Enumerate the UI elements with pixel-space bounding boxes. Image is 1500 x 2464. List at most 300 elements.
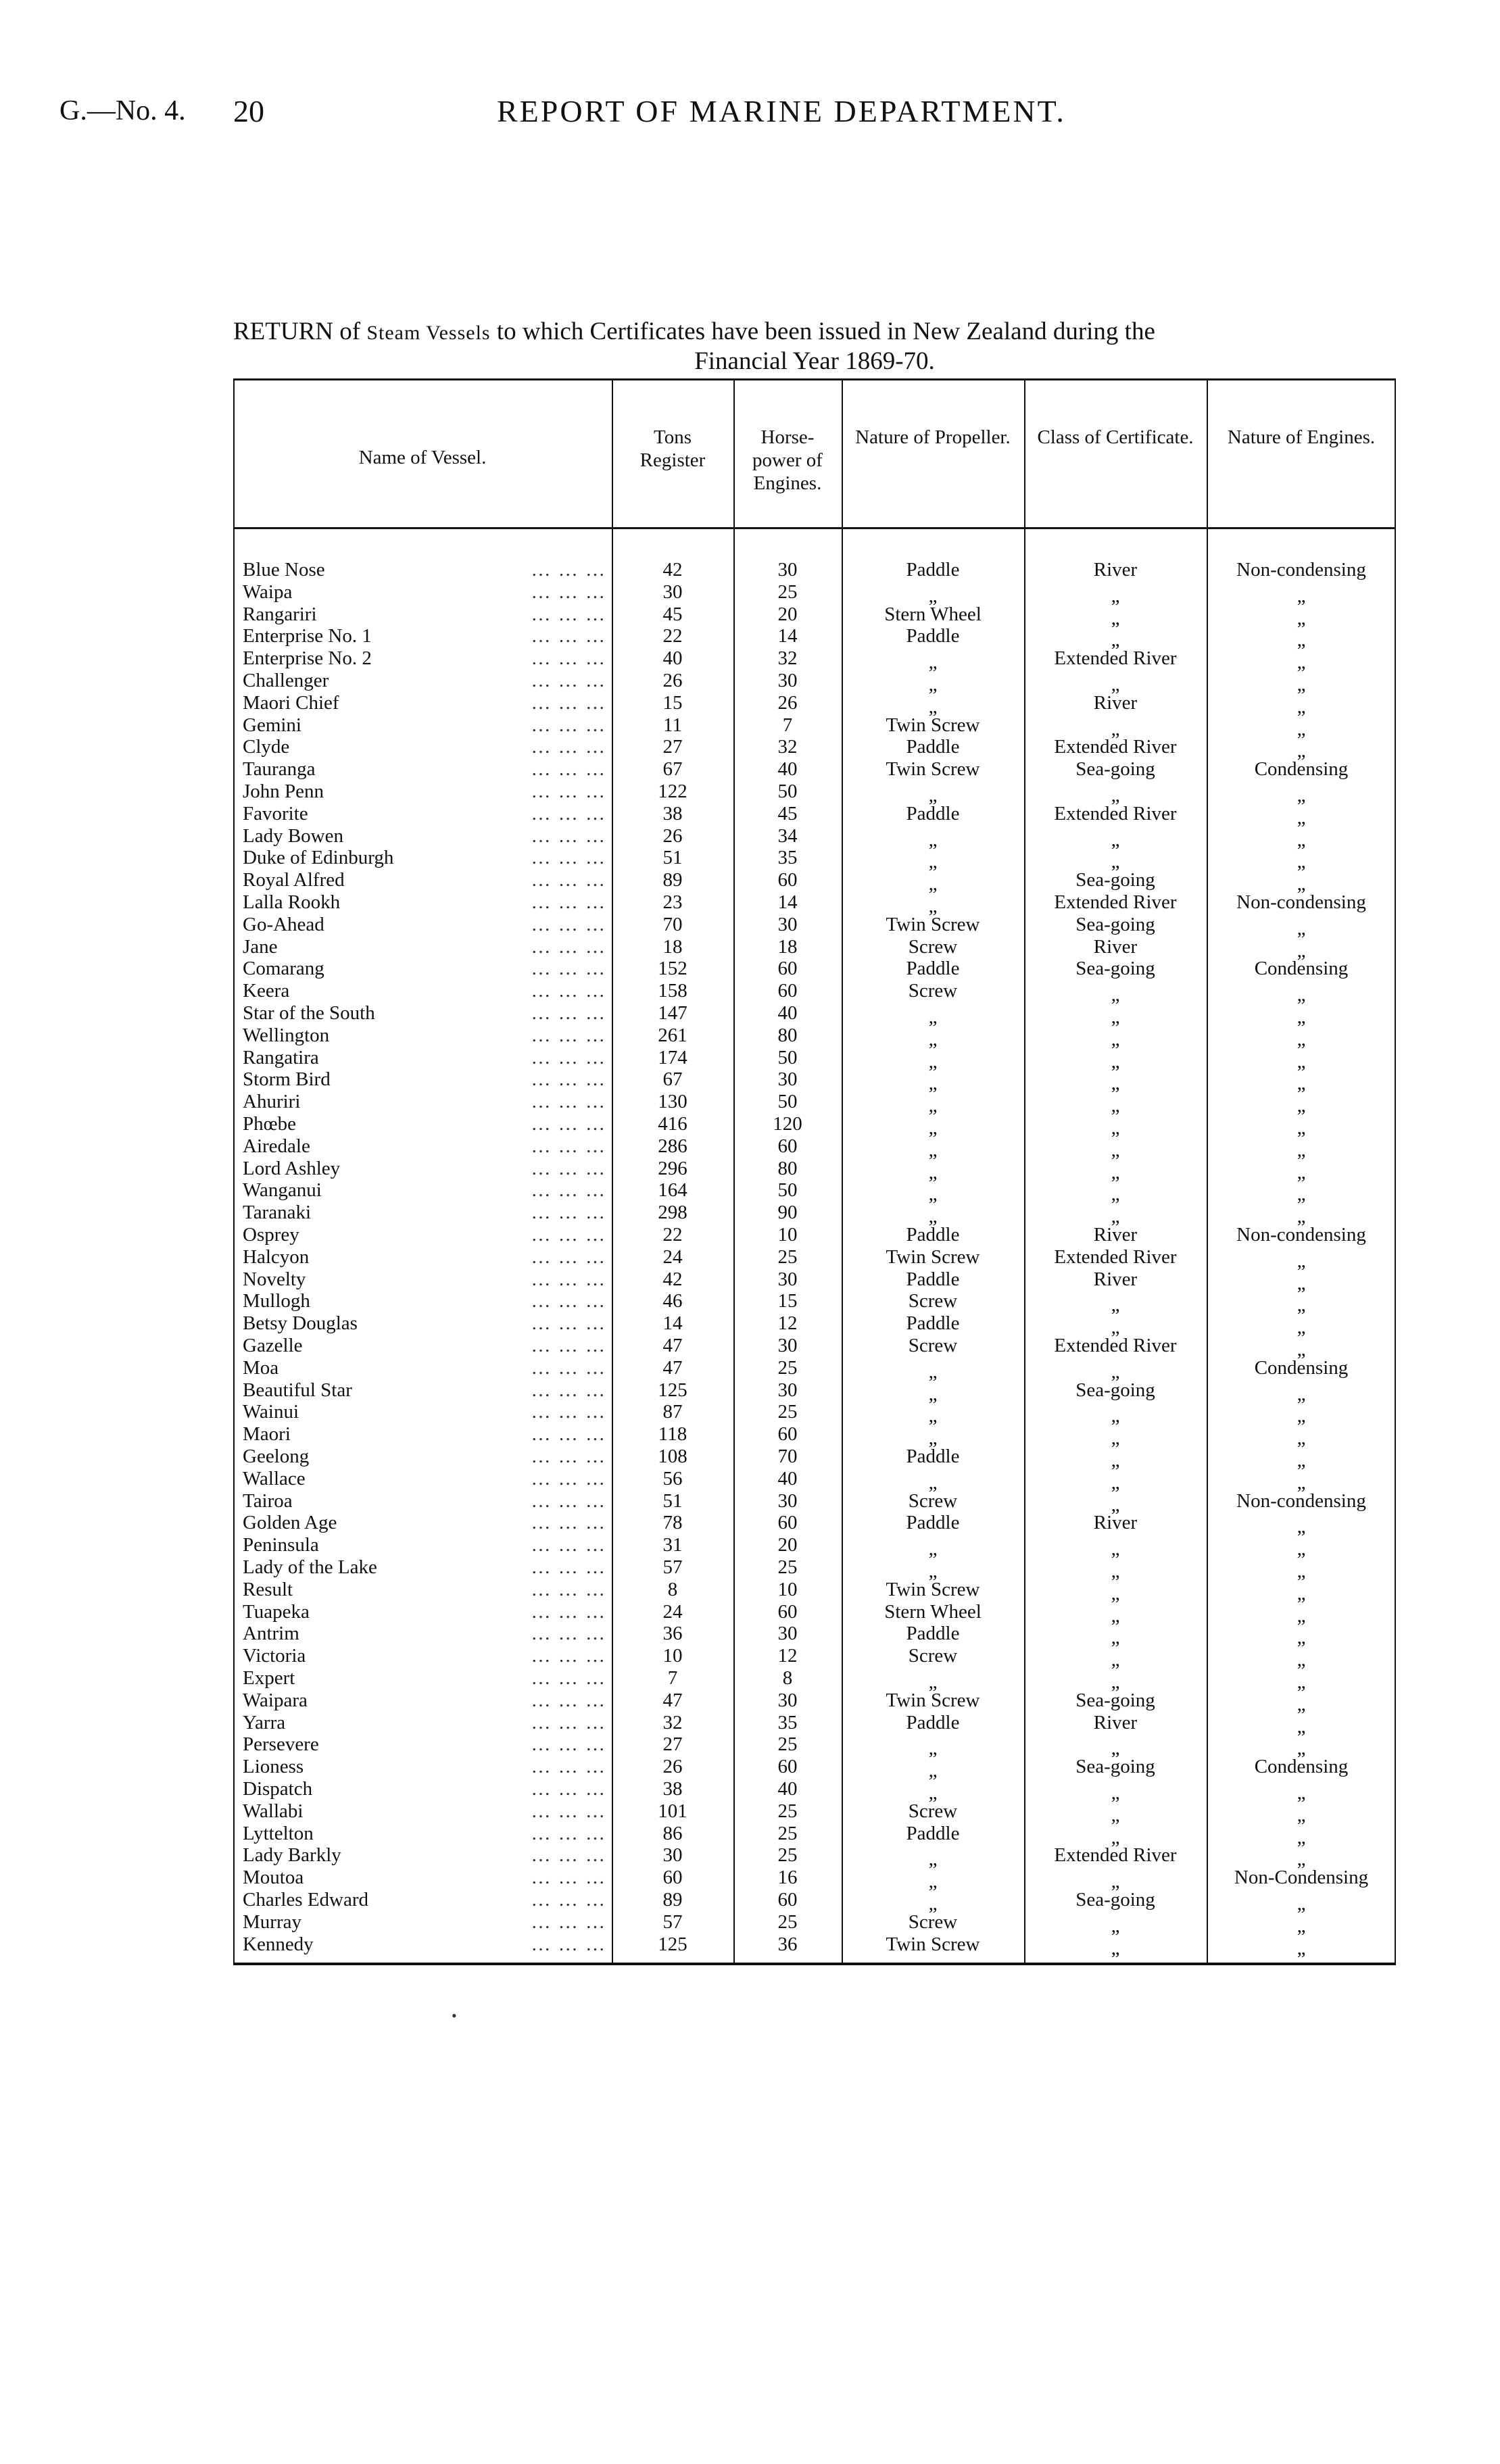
- cell-cls: River: [1093, 1224, 1138, 1246]
- cell-hp: 25: [777, 1356, 798, 1379]
- cell-hp: 25: [777, 1800, 798, 1822]
- cell-hp: 15: [777, 1290, 798, 1312]
- cell-hp: 30: [777, 559, 798, 581]
- leader-dots: … … …: [531, 1091, 606, 1113]
- leader-dots: … … …: [531, 824, 606, 847]
- table-bottom-rule: [233, 1963, 1396, 1965]
- cell-name: Peninsula: [243, 1535, 323, 1555]
- cell-prop: „: [928, 895, 938, 917]
- cell-name: Wainui: [243, 1402, 303, 1422]
- cell-eng: „: [1297, 1339, 1306, 1360]
- cell-tons: 24: [662, 1246, 683, 1268]
- cell-cls: „: [1111, 1206, 1120, 1228]
- cell-name: Antrim: [243, 1623, 304, 1644]
- cell-eng: Non-condensing: [1236, 891, 1366, 913]
- cell-name: Gemini: [243, 715, 306, 735]
- cell-hp: 50: [777, 1046, 798, 1068]
- leader-dots: … … …: [531, 1578, 606, 1600]
- cell-eng: „: [1297, 1316, 1306, 1339]
- cell-eng: Non-condensing: [1236, 1224, 1366, 1246]
- cell-prop: Twin Screw: [886, 1933, 980, 1955]
- cell-hp: 90: [777, 1202, 798, 1224]
- cell-tons: 40: [662, 647, 683, 670]
- leader-dots: … … …: [531, 1667, 606, 1689]
- cell-tons: 24: [662, 1600, 683, 1623]
- cell-prop: Paddle: [906, 1822, 960, 1844]
- cell-name: Taranaki: [243, 1202, 315, 1223]
- cell-hp: 80: [777, 1024, 798, 1046]
- cell-tons: 174: [658, 1046, 687, 1068]
- cell-name: Challenger: [243, 670, 333, 691]
- leader-dots: … … …: [531, 869, 606, 891]
- cell-prop: Twin Screw: [886, 1578, 980, 1600]
- cell-name: Airedale: [243, 1136, 314, 1156]
- cell-tons: 26: [662, 670, 683, 691]
- cell-tons: 416: [658, 1113, 687, 1135]
- leader-dots: … … …: [531, 980, 606, 1002]
- cell-eng: „: [1297, 651, 1306, 674]
- cell-tons: 261: [658, 1024, 687, 1046]
- leader-dots: … … …: [531, 802, 606, 824]
- cell-eng: „: [1297, 806, 1306, 829]
- cell-eng: „: [1297, 1915, 1306, 1937]
- cell-cls: „: [1111, 1582, 1120, 1604]
- cell-name: Geelong: [243, 1446, 313, 1467]
- cell-name: Ahuriri: [243, 1091, 304, 1112]
- cell-eng: „: [1297, 1804, 1306, 1826]
- cell-name: Kennedy: [243, 1934, 318, 1954]
- leader-dots: … … …: [531, 1335, 606, 1356]
- cell-name: Jane: [243, 937, 282, 957]
- cell-hp: 25: [777, 1911, 798, 1933]
- cell-prop: „: [928, 1871, 938, 1893]
- cell-tons: 46: [662, 1290, 683, 1312]
- cell-eng: „: [1297, 1383, 1306, 1405]
- leader-dots: … … …: [531, 1645, 606, 1667]
- cell-prop: „: [928, 1560, 938, 1582]
- cell-eng: „: [1297, 1782, 1306, 1804]
- leader-dots: … … …: [531, 1800, 606, 1822]
- cell-name: Lady of the Lake: [243, 1557, 381, 1577]
- cell-cls: „: [1111, 1117, 1120, 1139]
- cell-tons: 11: [663, 714, 682, 736]
- cell-name: Gazelle: [243, 1335, 307, 1356]
- cell-hp: 8: [782, 1667, 793, 1689]
- cell-cls: „: [1111, 607, 1120, 629]
- cell-tons: 27: [662, 736, 683, 758]
- cell-name: Expert: [243, 1668, 299, 1688]
- cell-name: Novelty: [243, 1269, 310, 1289]
- cell-prop: Screw: [908, 1335, 958, 1356]
- cell-prop: „: [928, 651, 938, 674]
- cell-name: Blue Nose: [243, 560, 329, 580]
- leader-dots: … … …: [531, 1157, 606, 1179]
- cell-hp: 60: [777, 1423, 798, 1446]
- cell-eng: „: [1297, 1693, 1306, 1715]
- cell-cls: „: [1111, 1604, 1120, 1627]
- cell-cls: Extended River: [1054, 1844, 1177, 1867]
- leader-dots: … … …: [531, 935, 606, 958]
- caption-lead: RETURN: [233, 318, 333, 345]
- cell-name: Waipa: [243, 582, 296, 602]
- page-number: 20: [233, 94, 264, 128]
- cell-name: Tuapeka: [243, 1602, 314, 1622]
- cell-eng: „: [1297, 1738, 1306, 1760]
- cell-tons: 87: [662, 1401, 683, 1423]
- cell-hp: 14: [777, 625, 798, 647]
- caption-steam-vessels: Steam Vessels: [366, 322, 491, 344]
- cell-eng: „: [1297, 1450, 1306, 1471]
- leader-dots: … … …: [531, 1356, 606, 1379]
- cell-prop: „: [928, 1538, 938, 1560]
- cell-prop: „: [928, 1161, 938, 1183]
- cell-cls: River: [1093, 1268, 1138, 1290]
- leader-dots: … … …: [531, 1002, 606, 1024]
- cell-prop: Twin Screw: [886, 913, 980, 935]
- cell-cls: „: [1111, 1627, 1120, 1649]
- cell-eng: „: [1297, 785, 1306, 806]
- leader-dots: … … …: [531, 1911, 606, 1933]
- cell-cls: „: [1111, 1360, 1120, 1383]
- cell-prop: „: [928, 1848, 938, 1871]
- cell-name: Lalla Rookh: [243, 892, 344, 912]
- cell-prop: Paddle: [906, 1512, 960, 1534]
- cell-prop: „: [928, 1206, 938, 1228]
- cell-name: Favorite: [243, 804, 312, 824]
- cell-cls: „: [1111, 1095, 1120, 1117]
- cell-hp: 60: [777, 1600, 798, 1623]
- leader-dots: … … …: [531, 913, 606, 935]
- cell-eng: „: [1297, 695, 1306, 718]
- cell-cls: Sea-going: [1075, 958, 1155, 980]
- cell-hp: 14: [777, 891, 798, 913]
- cell-prop: Paddle: [906, 802, 960, 824]
- cell-eng: „: [1297, 1006, 1306, 1028]
- cell-cls: River: [1093, 1512, 1138, 1534]
- leader-dots: … … …: [531, 1822, 606, 1844]
- cell-hp: 80: [777, 1157, 798, 1179]
- cell-tons: 7: [667, 1667, 678, 1689]
- cell-prop: Screw: [908, 1645, 958, 1667]
- cell-tons: 26: [662, 824, 683, 847]
- cell-cls: Extended River: [1054, 1246, 1177, 1268]
- cell-tons: 51: [662, 847, 683, 869]
- leader-dots: … … …: [531, 1623, 606, 1645]
- cell-eng: „: [1297, 1649, 1306, 1671]
- cell-prop: „: [928, 1006, 938, 1028]
- cell-eng: „: [1297, 1627, 1306, 1649]
- stray-mark: •: [452, 2007, 457, 2024]
- cell-tons: 152: [658, 958, 687, 980]
- leader-dots: … … …: [531, 1600, 606, 1623]
- cell-name: Mullogh: [243, 1291, 314, 1311]
- cell-tons: 18: [662, 935, 683, 958]
- cell-name: Keera: [243, 981, 293, 1001]
- cell-eng: „: [1297, 740, 1306, 762]
- leader-dots: … … …: [531, 1246, 606, 1268]
- leader-dots: … … …: [531, 670, 606, 691]
- cell-eng: „: [1297, 1206, 1306, 1228]
- cell-eng: „: [1297, 1405, 1306, 1427]
- column-header: Tons Register: [639, 426, 706, 471]
- leader-dots: … … …: [531, 1534, 606, 1556]
- cell-name: Moutoa: [243, 1867, 308, 1888]
- cell-eng: Condensing: [1254, 1356, 1349, 1379]
- leader-dots: … … …: [531, 1489, 606, 1512]
- cell-cls: „: [1111, 1073, 1120, 1095]
- leader-dots: … … …: [531, 1290, 606, 1312]
- cell-prop: „: [928, 1893, 938, 1915]
- cell-hp: 25: [777, 1556, 798, 1578]
- cell-tons: 86: [662, 1822, 683, 1844]
- cell-hp: 60: [777, 958, 798, 980]
- leader-dots: … … …: [531, 891, 606, 913]
- leader-dots: … … …: [531, 714, 606, 736]
- column-header: Nature of Propeller.: [855, 426, 1011, 448]
- cell-hp: 25: [777, 1822, 798, 1844]
- cell-hp: 10: [777, 1224, 798, 1246]
- column-header: Name of Vessel.: [358, 447, 487, 468]
- cell-name: Comarang: [243, 958, 329, 979]
- leader-dots: … … …: [531, 647, 606, 670]
- cell-eng: „: [1297, 1183, 1306, 1206]
- cell-hp: 45: [777, 802, 798, 824]
- cell-cls: „: [1111, 1405, 1120, 1427]
- cell-prop: Screw: [908, 935, 958, 958]
- cell-prop: Paddle: [906, 1711, 960, 1733]
- cell-prop: Screw: [908, 980, 958, 1002]
- cell-hp: 60: [777, 1889, 798, 1911]
- cell-name: Moa: [243, 1358, 283, 1378]
- cell-eng: „: [1297, 1139, 1306, 1161]
- cell-tons: 298: [658, 1202, 687, 1224]
- cell-cls: River: [1093, 935, 1138, 958]
- cell-eng: „: [1297, 1937, 1306, 1959]
- cell-cls: „: [1111, 1471, 1120, 1494]
- leader-dots: … … …: [531, 1556, 606, 1578]
- cell-tons: 122: [658, 781, 687, 802]
- cell-prop: Screw: [908, 1800, 958, 1822]
- cell-cls: „: [1111, 1427, 1120, 1450]
- cell-prop: „: [928, 674, 938, 695]
- cell-hp: 50: [777, 1091, 798, 1113]
- cell-hp: 10: [777, 1578, 798, 1600]
- cell-eng: „: [1297, 1671, 1306, 1693]
- cell-prop: „: [928, 1471, 938, 1494]
- cell-cls: „: [1111, 1738, 1120, 1760]
- leader-dots: … … …: [531, 1711, 606, 1733]
- cell-tons: 47: [662, 1689, 683, 1711]
- cell-hp: 30: [777, 1689, 798, 1711]
- cell-hp: 35: [777, 1711, 798, 1733]
- cell-cls: Sea-going: [1075, 758, 1155, 781]
- cell-cls: River: [1093, 1711, 1138, 1733]
- cell-prop: Paddle: [906, 1268, 960, 1290]
- cell-hp: 40: [777, 1002, 798, 1024]
- cell-prop: „: [928, 851, 938, 873]
- column-rule: [233, 378, 235, 1965]
- cell-hp: 35: [777, 847, 798, 869]
- leader-dots: … … …: [531, 691, 606, 714]
- cell-cls: Sea-going: [1075, 1889, 1155, 1911]
- cell-name: Maori Chief: [243, 693, 343, 713]
- cell-hp: 30: [777, 913, 798, 935]
- cell-cls: Sea-going: [1075, 1756, 1155, 1778]
- cell-prop: „: [928, 1073, 938, 1095]
- cell-tons: 78: [662, 1512, 683, 1534]
- leader-dots: … … …: [531, 625, 606, 647]
- cell-name: Rangariri: [243, 604, 321, 624]
- leader-dots: … … …: [531, 1401, 606, 1423]
- leader-dots: … … …: [531, 1446, 606, 1467]
- cell-prop: Screw: [908, 1489, 958, 1512]
- cell-hp: 32: [777, 647, 798, 670]
- cell-name: Tairoa: [243, 1491, 297, 1511]
- cell-hp: 26: [777, 691, 798, 714]
- cell-tons: 57: [662, 1911, 683, 1933]
- cell-tons: 130: [658, 1091, 687, 1113]
- cell-name: Phœbe: [243, 1114, 300, 1134]
- leader-dots: … … …: [531, 758, 606, 781]
- cell-cls: „: [1111, 1804, 1120, 1826]
- cell-hp: 40: [777, 1467, 798, 1489]
- cell-name: Star of the South: [243, 1003, 379, 1023]
- cell-prop: „: [928, 585, 938, 607]
- cell-hp: 40: [777, 758, 798, 781]
- cell-prop: „: [928, 1427, 938, 1450]
- cell-eng: „: [1297, 917, 1306, 939]
- cell-hp: 30: [777, 1068, 798, 1091]
- cell-eng: „: [1297, 674, 1306, 695]
- cell-name: Royal Alfred: [243, 870, 349, 890]
- cell-cls: River: [1093, 691, 1138, 714]
- cell-prop: Twin Screw: [886, 1246, 980, 1268]
- cell-eng: „: [1297, 1294, 1306, 1316]
- cell-eng: „: [1297, 1560, 1306, 1582]
- cell-cls: Extended River: [1054, 891, 1177, 913]
- cell-eng: „: [1297, 718, 1306, 740]
- cell-hp: 25: [777, 1844, 798, 1867]
- cell-tons: 31: [662, 1534, 683, 1556]
- cell-prop: „: [928, 873, 938, 895]
- cell-cls: Sea-going: [1075, 913, 1155, 935]
- cell-name: Dispatch: [243, 1779, 316, 1799]
- cell-tons: 10: [662, 1645, 683, 1667]
- leader-dots: … … …: [531, 1379, 606, 1401]
- cell-hp: 120: [773, 1113, 802, 1135]
- cell-cls: „: [1111, 1560, 1120, 1582]
- cell-hp: 7: [782, 714, 793, 736]
- cell-prop: Twin Screw: [886, 758, 980, 781]
- cell-tons: 47: [662, 1335, 683, 1356]
- cell-hp: 20: [777, 603, 798, 625]
- cell-prop: „: [928, 1117, 938, 1139]
- cell-eng: „: [1297, 984, 1306, 1006]
- cell-tons: 286: [658, 1135, 687, 1157]
- cell-tons: 70: [662, 913, 683, 935]
- cell-eng: „: [1297, 1073, 1306, 1095]
- cell-hp: 18: [777, 935, 798, 958]
- cell-prop: „: [928, 829, 938, 851]
- header-bottom-rule: [233, 527, 1396, 529]
- cell-hp: 36: [777, 1933, 798, 1955]
- cell-eng: „: [1297, 629, 1306, 651]
- cell-tons: 89: [662, 869, 683, 891]
- cell-cls: „: [1111, 1294, 1120, 1316]
- cell-name: Waipara: [243, 1690, 312, 1710]
- cell-hp: 70: [777, 1446, 798, 1467]
- leader-dots: … … …: [531, 1689, 606, 1711]
- cell-tons: 14: [662, 1312, 683, 1335]
- cell-eng: Non-Condensing: [1234, 1867, 1369, 1889]
- cell-eng: „: [1297, 1272, 1306, 1294]
- cell-cls: „: [1111, 629, 1120, 651]
- cell-cls: „: [1111, 1937, 1120, 1959]
- leader-dots: … … …: [531, 1423, 606, 1446]
- cell-hp: 12: [777, 1645, 798, 1667]
- cell-prop: „: [928, 1050, 938, 1073]
- cell-cls: Extended River: [1054, 802, 1177, 824]
- cell-prop: Paddle: [906, 625, 960, 647]
- document-reference: G.—No. 4.: [59, 95, 186, 126]
- cell-cls: „: [1111, 1450, 1120, 1471]
- cell-name: Betsy Douglas: [243, 1313, 362, 1333]
- leader-dots: … … …: [531, 1778, 606, 1800]
- cell-cls: „: [1111, 1006, 1120, 1028]
- cell-name: Enterprise No. 1: [243, 626, 376, 646]
- cell-hp: 30: [777, 1489, 798, 1512]
- column-header: Nature of Engines.: [1227, 426, 1376, 448]
- cell-cls: „: [1111, 1649, 1120, 1671]
- cell-name: Wallabi: [243, 1801, 307, 1821]
- cell-prop: „: [928, 1183, 938, 1206]
- column-header: Class of Certificate.: [1037, 426, 1194, 448]
- cell-hp: 20: [777, 1534, 798, 1556]
- cell-tons: 108: [658, 1446, 687, 1467]
- cell-name: Duke of Edinburgh: [243, 847, 397, 868]
- cell-cls: „: [1111, 1161, 1120, 1183]
- cell-cls: „: [1111, 829, 1120, 851]
- cell-tons: 38: [662, 1778, 683, 1800]
- cell-name: Storm Bird: [243, 1069, 335, 1089]
- cell-hp: 30: [777, 1335, 798, 1356]
- cell-eng: Condensing: [1254, 1756, 1349, 1778]
- leader-dots: … … …: [531, 1113, 606, 1135]
- leader-dots: … … …: [531, 1024, 606, 1046]
- cell-tons: 67: [662, 1068, 683, 1091]
- cell-hp: 25: [777, 1401, 798, 1423]
- cell-tons: 45: [662, 603, 683, 625]
- cell-eng: „: [1297, 1826, 1306, 1848]
- page-title: REPORT OF MARINE DEPARTMENT.: [497, 94, 1066, 128]
- cell-eng: Non-condensing: [1236, 1489, 1366, 1512]
- cell-prop: „: [928, 785, 938, 806]
- cell-prop: „: [928, 1028, 938, 1050]
- cell-eng: „: [1297, 1582, 1306, 1604]
- caption-rest: to which Certificates have been issued in New Zealand during the: [496, 318, 1155, 345]
- cell-prop: „: [928, 1738, 938, 1760]
- cell-cls: „: [1111, 1316, 1120, 1339]
- cell-prop: Screw: [908, 1290, 958, 1312]
- cell-prop: Paddle: [906, 736, 960, 758]
- leader-dots: … … …: [531, 781, 606, 802]
- cell-prop: Stern Wheel: [884, 1600, 982, 1623]
- cell-eng: „: [1297, 1471, 1306, 1494]
- cell-eng: „: [1297, 1848, 1306, 1871]
- leader-dots: … … …: [531, 1844, 606, 1867]
- cell-prop: „: [928, 1383, 938, 1405]
- cell-tons: 30: [662, 581, 683, 603]
